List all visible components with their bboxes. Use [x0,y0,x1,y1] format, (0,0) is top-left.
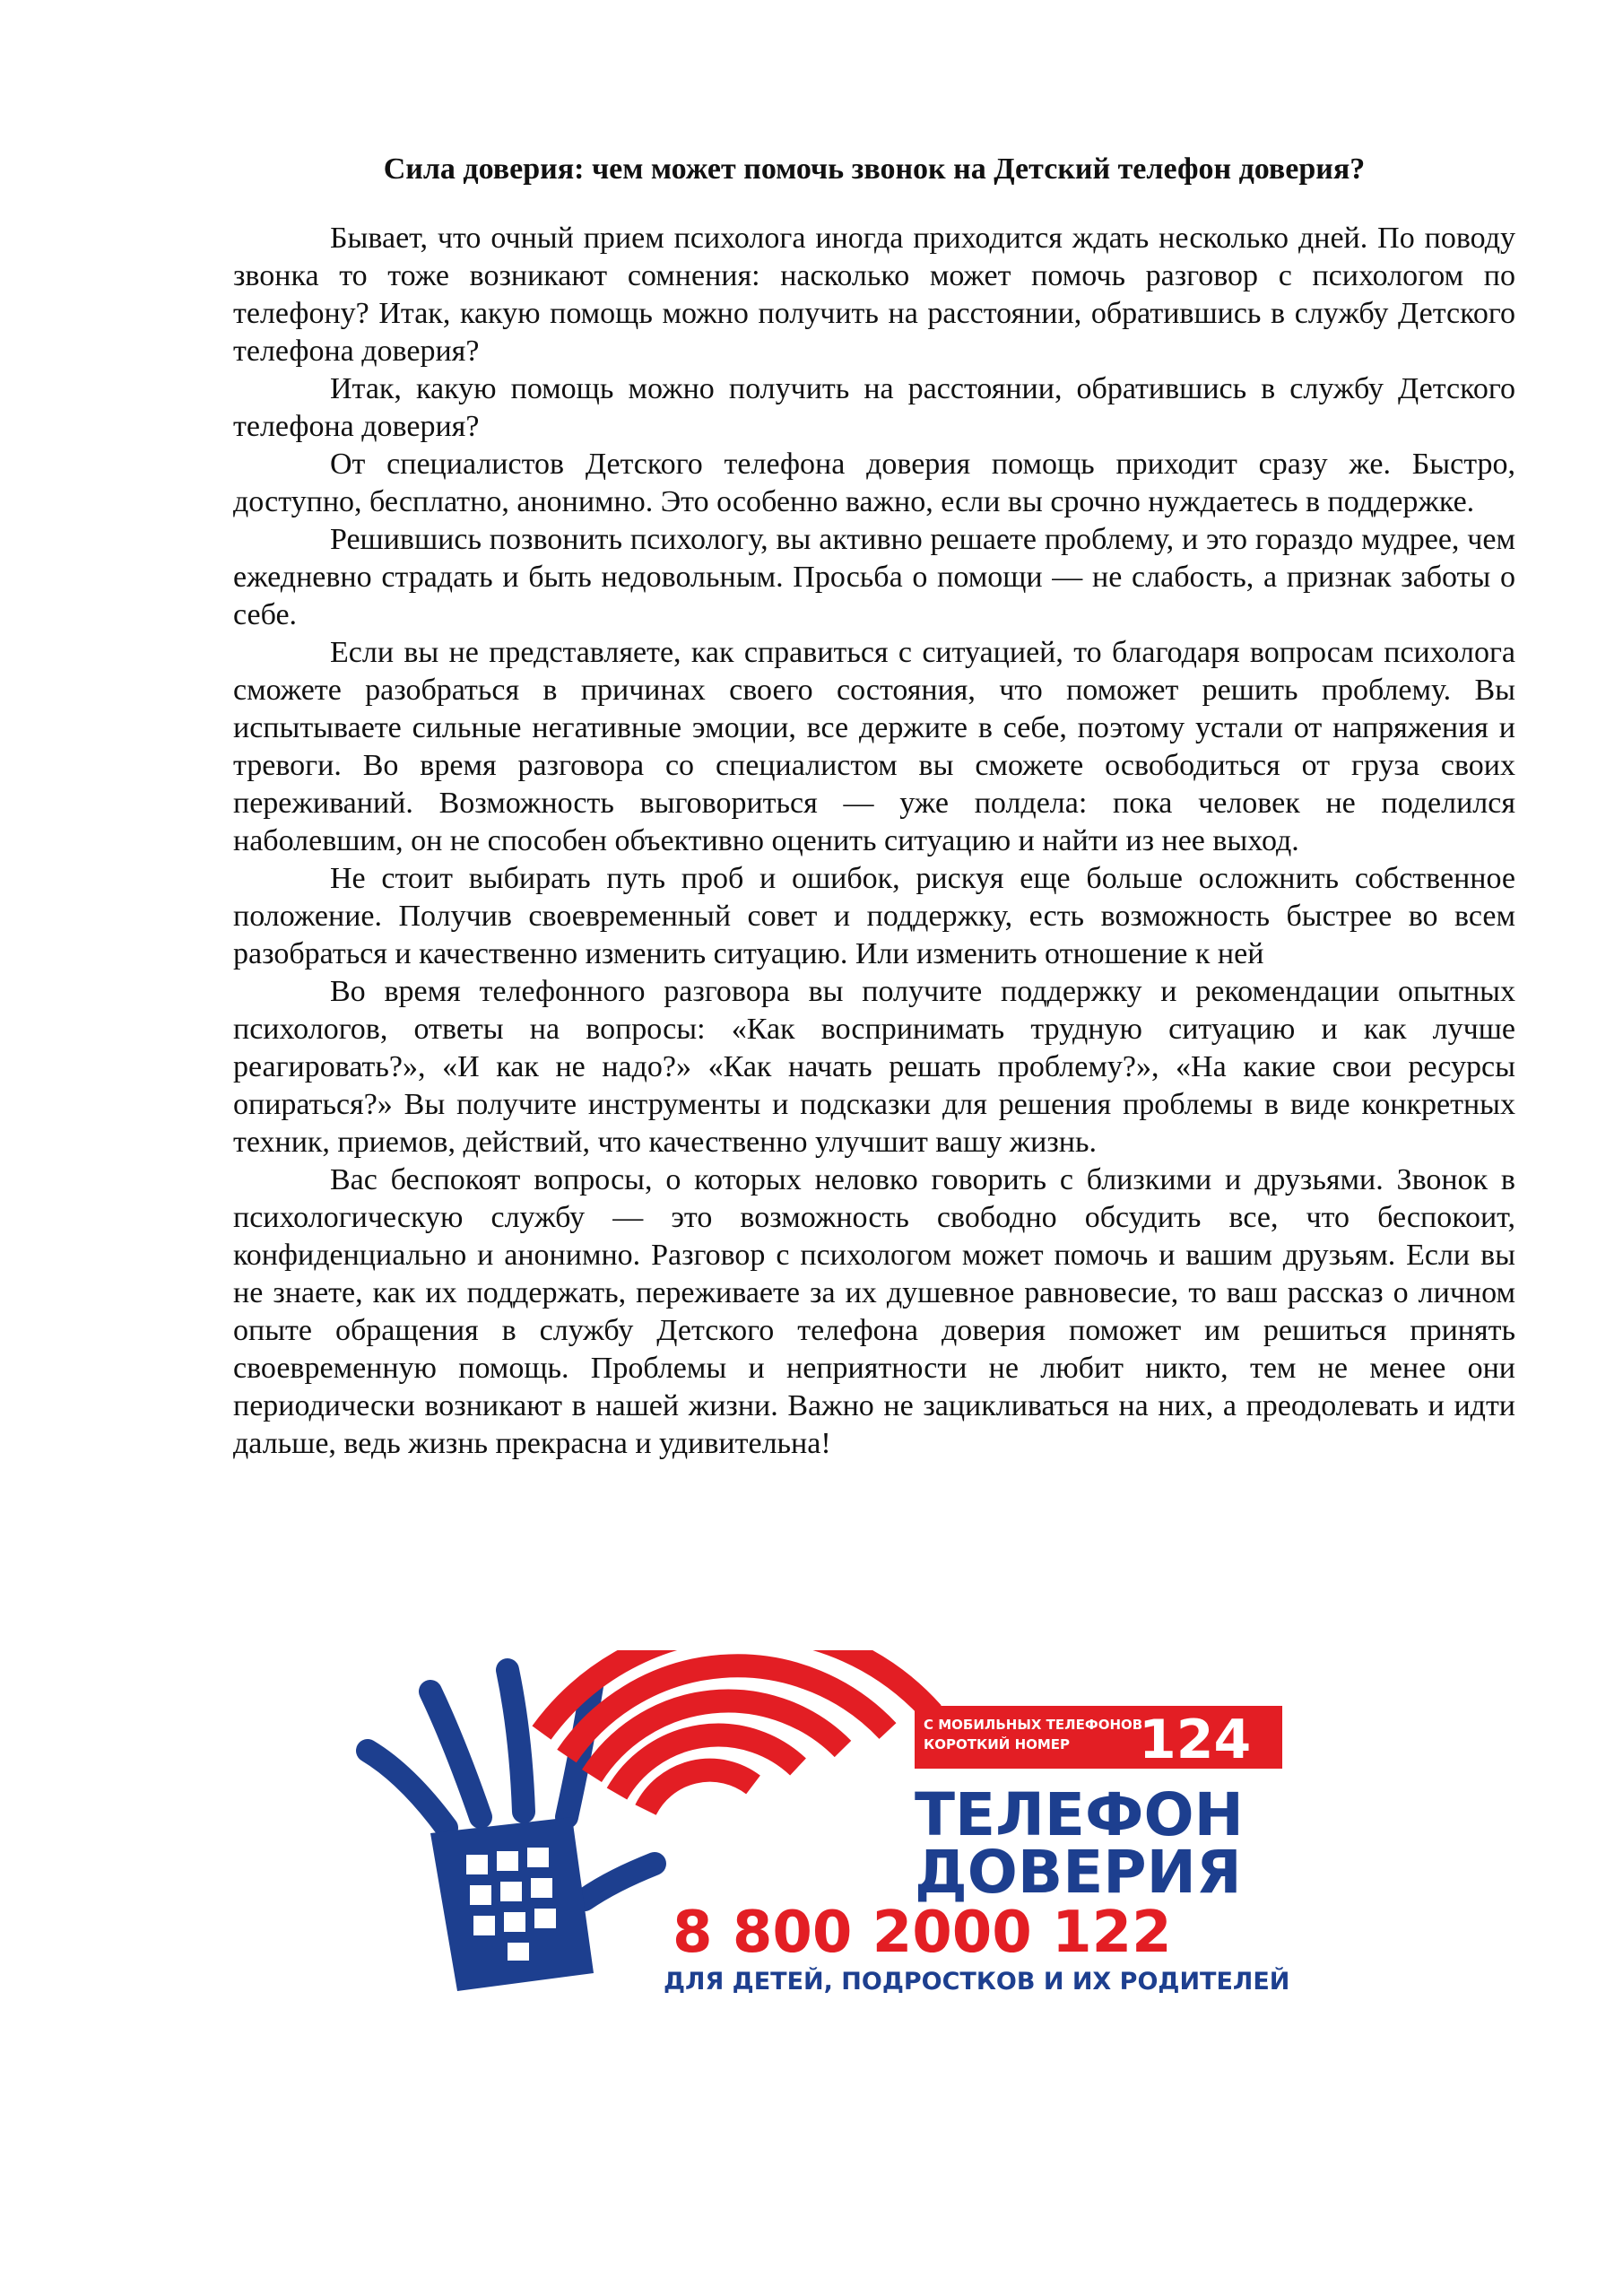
logo-subtitle: ДЛЯ ДЕТЕЙ, ПОДРОСТКОВ И ИХ РОДИТЕЛЕЙ [664,1968,1290,1996]
badge-line-1: С МОБИЛЬНЫХ ТЕЛЕФОНОВ [924,1717,1143,1733]
logo-title-line-2: ДОВЕРИЯ [915,1838,1242,1907]
badge-line-2: КОРОТКИЙ НОМЕР [924,1736,1071,1752]
short-number: 124 [1139,1709,1252,1771]
palm-icon [430,1817,594,1991]
paragraph: Вас беспокоят вопросы, о которых неловко говорить с близкими и друзьями. Звонок в психологическую службу — это возможность свободно обсудить все, что беспокоит, конфиденциально и анонимно. Разговор с психологом может помочь и вашим друзьям. Если вы не знаете, как их поддержать, переживаете за их душевное равновесие, то ваш рассказ о личном опыте обращения в службу Детского телефона доверия поможет им решиться принять своевременную помощь. Проблемы и неприятности не любит никто, тем не менее они периодически возникают в нашей жизни. Важно не зацикливаться на них, а преодолевать и идти дальше, ведь жизнь прекрасна и удивительна! [233,1162,1515,1460]
helpline-logo-graphic [332,1650,1318,2027]
short-number-badge [915,1706,1282,1771]
paragraph: Если вы не представляете, как справиться с ситуацией, то благодаря вопросам психолога сможете разобраться в причинах своего состояния, что поможет решить проблему. Вы испытываете сильные негативные эмоции, все держите в себе, поэтому устали от напряжения и тревоги. Во время разговора со специалистом вы сможете освободиться от груза своих переживаний. Возможность выговориться — уже полдела: пока человек не поделился наболевшим, он не способен объективно оценить ситуацию и найти из нее выход. [233,635,1515,857]
signal-arc-icon [646,1770,753,1810]
finger-icon [508,1670,524,1812]
article [233,151,1515,1463]
paragraph: Решившись позвонить психологу, вы активно решаете проблему, и это гораздо мудрее, чем ежедневно страдать и быть недовольным. Просьба о помощи — не слабость, а признак заботы о себе. [233,522,1515,631]
thumb-icon [585,1864,655,1900]
phone-number: 8 800 2000 122 [673,1900,1172,1966]
finger-icon [368,1751,447,1828]
paragraph: Итак, какую помощь можно получить на расстоянии, обратившись в службу Детского телефона доверия? [233,371,1515,443]
helpline-logo [332,1650,1318,2027]
logo-title-line-1: ТЕЛЕФОН [915,1780,1244,1849]
article-title: Сила доверия: чем может помочь звонок на Детский телефон доверия? [383,152,1366,186]
paragraph: Бывает, что очный прием психолога иногда приходится ждать несколько дней. По поводу звонка то тоже возникают сомнения: насколько может помочь разговор с психологом по телефону? Итак, какую помощь можно получить на расстоянии, обратившись в службу Детского телефона доверия? [233,221,1515,368]
paragraph: Во время телефонного разговора вы получите поддержку и рекомендации опытных психологов, ответы на вопросы: «Как воспринимать трудную ситуацию и как лучше реагировать?», «И как не надо?» «Как начать решать проблему?», «На какие свои ресурсы опираться?» Вы получите инструменты и подсказки для решения проблемы в виде конкретных техник, приемов, действий, что качественно улучшит вашу жизнь. [233,974,1515,1159]
signal-arcs-icon [542,1650,933,1810]
paragraph: От специалистов Детского телефона доверия помощь приходит сразу же. Быстро, доступно, бесплатно, анонимно. Это особенно важно, если вы срочно нуждаетесь в поддержке. [233,447,1515,518]
paragraph: Не стоит выбирать путь проб и ошибок, рискуя еще больше осложнить собственное положение. Получив своевременный совет и поддержку, есть возможность быстрее во всем разобраться и качественно изменить ситуацию. Или изменить отношение к ней [233,861,1515,970]
